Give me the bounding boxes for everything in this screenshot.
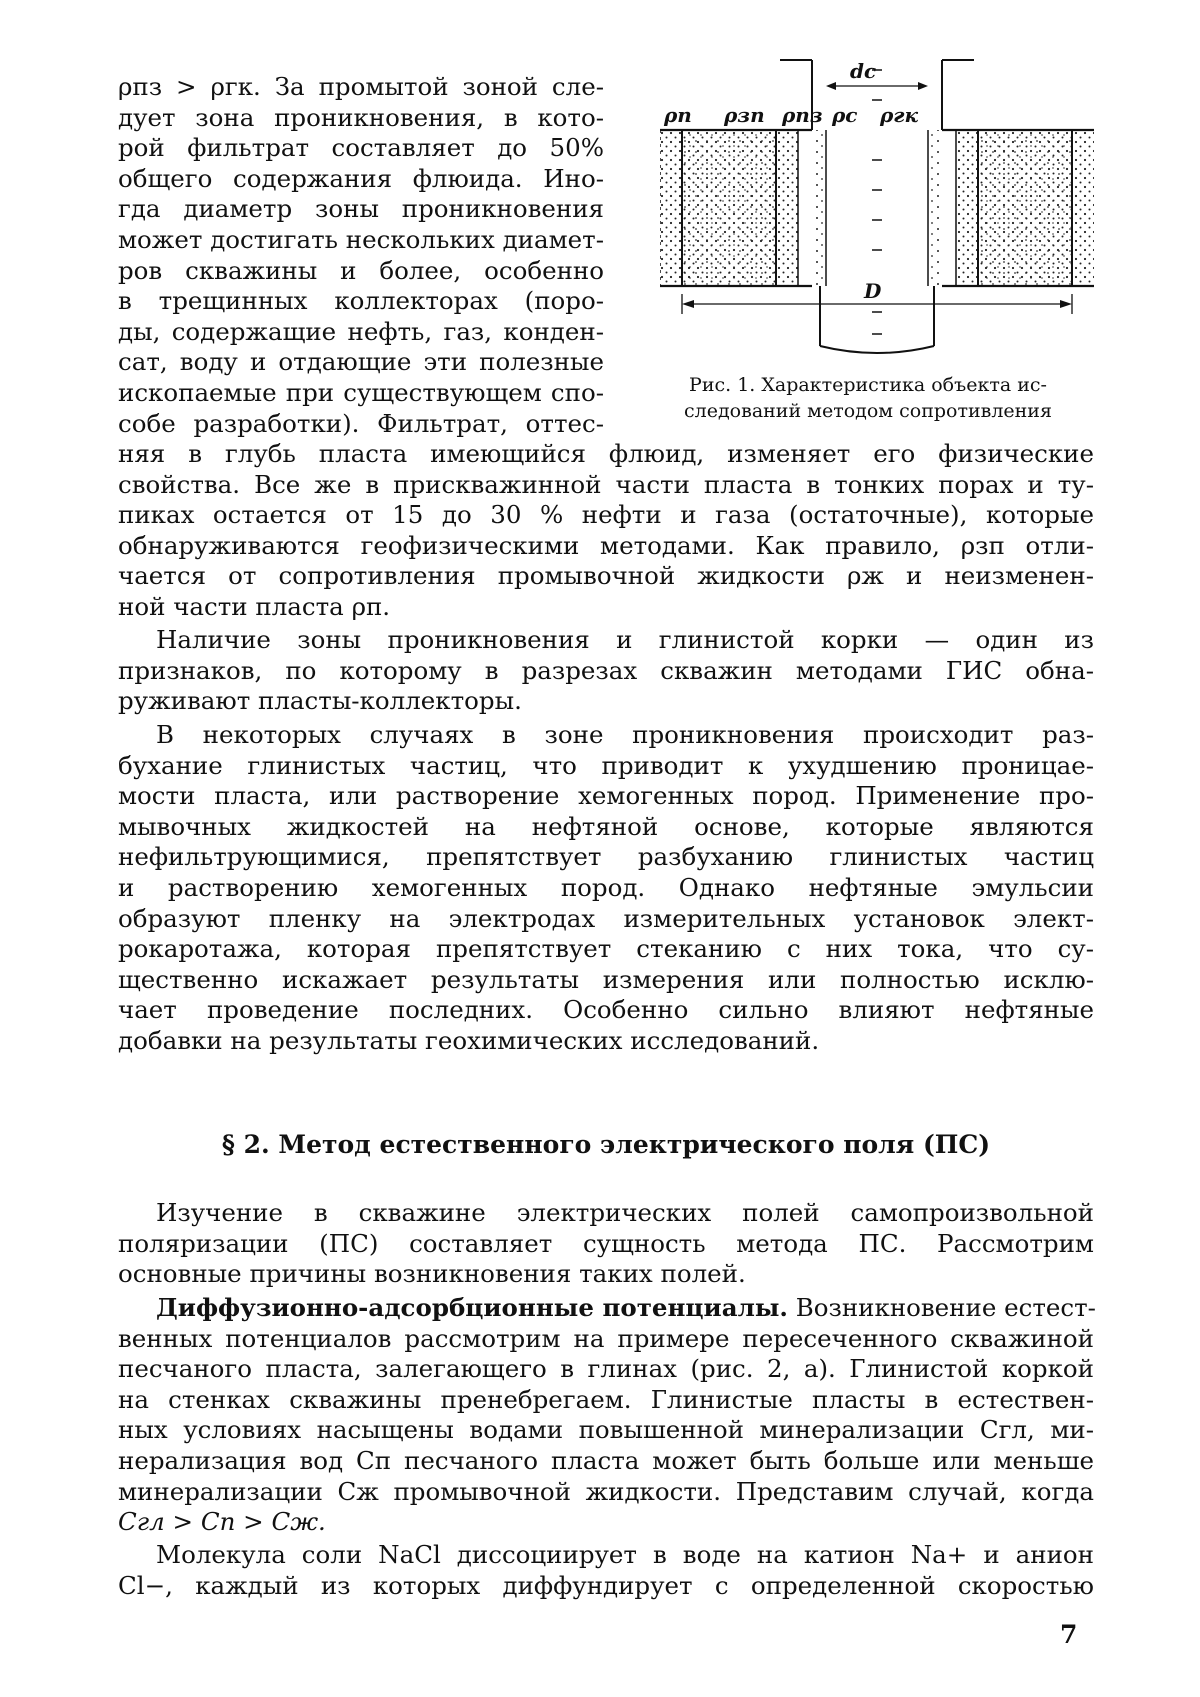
text-line: [118, 1293, 1094, 1324]
text-line: в трещинных коллекторах (поро-: [118, 286, 604, 316]
text-line: ископаемые при существующем спо-: [118, 377, 604, 407]
text-line: чает проведение последних. Особенно сильно влияют нефтяные: [118, 995, 1094, 1025]
text-line: ρпз > ρгк. За промытой зоной сле-: [118, 72, 604, 101]
text-line: бухание глинистых частиц, что приводит к ухудшению проницае-: [118, 750, 1094, 780]
text-line: мости пласта, или растворение хемогенных пород. Применение про-: [118, 781, 1094, 811]
text-line: поляризации (ПС) составляет сущность метода ПС. Рассмотрим: [118, 1228, 1094, 1258]
text-line: собе разработки). Фильтрат, оттес-: [118, 408, 604, 438]
page-number: 7: [1060, 1620, 1078, 1649]
text-line: щественно искажает результаты измерения или полностью исклю-: [118, 964, 1094, 994]
bold-term: Диффузионно-адсорбционные потенциалы.: [156, 1293, 788, 1322]
text-line: рокаротажа, которая препятствует стеканию с них тока, что су-: [118, 934, 1094, 964]
label-rho-gk: ρгк: [880, 103, 919, 127]
text-line: мывочных жидкостей на нефтяной основе, которые являются: [118, 811, 1094, 841]
paragraph-6: [118, 1540, 1094, 1601]
text-line: ды, содержащие нефть, газ, конден-: [118, 316, 604, 346]
text-line: Наличие зоны проникновения и глинистой корки — один из: [156, 625, 1094, 654]
label-rho-p: ρп: [664, 103, 692, 127]
text-line: ров скважины и более, особенно: [118, 255, 604, 285]
text-line: сат, воду и отдающие эти полезные: [118, 347, 604, 377]
paragraph-5: [118, 1293, 1094, 1538]
text-line: чается от сопротивления промывочной жидкости ρж и неизменен-: [118, 561, 1094, 591]
text-line: гда диаметр зоны проникновения: [118, 194, 604, 224]
text-line: обнаруживаются геофизическими методами. Как правило, ρзп отли-: [118, 530, 1094, 560]
paragraph-1: [118, 439, 1094, 623]
text-line: Изучение в скважине электрических полей самопроизвольной: [156, 1198, 1094, 1227]
left-column-text: [118, 72, 604, 439]
label-D: D: [864, 279, 882, 303]
text-line: Сгл > Сп > Сж.: [118, 1507, 326, 1537]
text-line: ных условиях насыщены водами повышенной минерализации Сгл, ми-: [118, 1415, 1094, 1445]
text-line: и растворению хемогенных пород. Однако нефтяные эмульсии: [118, 872, 1094, 902]
figure-caption: [640, 372, 1096, 424]
text-line: няя в глубь пласта имеющийся флюид, изменяет его физические: [118, 439, 1094, 468]
caption-line: следований методом сопротивления: [684, 400, 1052, 422]
text-line: общего содержания флюида. Ино-: [118, 163, 604, 193]
paragraph-4: [118, 1198, 1094, 1290]
text-line: рой фильтрат составляет до 50%: [118, 133, 604, 163]
text-line: минерализации Сж промывочной жидкости. Представим случай, когда: [118, 1476, 1094, 1506]
text-line: Молекула соли NaCl диссоциирует в воде на катион Na+ и анион: [156, 1540, 1094, 1569]
text-line: песчаного пласта, залегающего в глинах (рис. 2, а). Глинистой коркой: [118, 1354, 1094, 1384]
paragraph-3: [118, 720, 1094, 1057]
text-line: добавки на результаты геохимических исследований.: [118, 1025, 820, 1055]
text-line: пиках остается от 15 до 30 % нефти и газа (остаточные), которые: [118, 500, 1094, 530]
text-line: руживают пласты-коллекторы.: [118, 686, 522, 716]
text-line: В некоторых случаях в зоне проникновения происходит раз-: [156, 720, 1094, 749]
text-line: нерализация вод Сп песчаного пласта может быть больше или меньше: [118, 1445, 1094, 1475]
section-heading: § 2. Метод естественного электрического поля (ПС): [221, 1130, 991, 1159]
figure-resistivity-diagram: [660, 50, 1094, 370]
text-line: образуют пленку на электродах измерительных установок элект-: [118, 903, 1094, 933]
well-formation-diagram: [660, 50, 1094, 370]
label-rho-zp: ρзп: [724, 103, 765, 127]
text-fragment: Возникновение естест-: [787, 1293, 1096, 1322]
text-line: нефильтрующимися, препятствует разбуханию глинистых частиц: [118, 842, 1094, 872]
label-d-c: dс: [850, 59, 877, 83]
label-rho-c: ρс: [832, 103, 858, 127]
text-line: ной части пласта ρп.: [118, 591, 391, 621]
text-line: признаков, по которому в разрезах скважин методами ГИС обна-: [118, 655, 1094, 685]
text-line: может достигать нескольких диамет-: [118, 224, 604, 254]
text-line: Cl−, каждый из которых диффундирует с определенной скоростью: [118, 1570, 1094, 1600]
caption-line: Рис. 1. Характеристика объекта ис-: [689, 374, 1047, 396]
label-rho-pz: ρпз: [782, 103, 823, 127]
paragraph-2: [118, 625, 1094, 717]
text-line: свойства. Все же в прискважинной части пласта в тонких порах и ту-: [118, 469, 1094, 499]
text-line: дует зона проникновения, в кото-: [118, 102, 604, 132]
text-line: на стенках скважины пренебрегаем. Глинистые пласты в естествен-: [118, 1384, 1094, 1414]
text-line: основные причины возникновения таких полей.: [118, 1259, 746, 1289]
text-line: венных потенциалов рассмотрим на примере пересеченного скважиной: [118, 1323, 1094, 1353]
